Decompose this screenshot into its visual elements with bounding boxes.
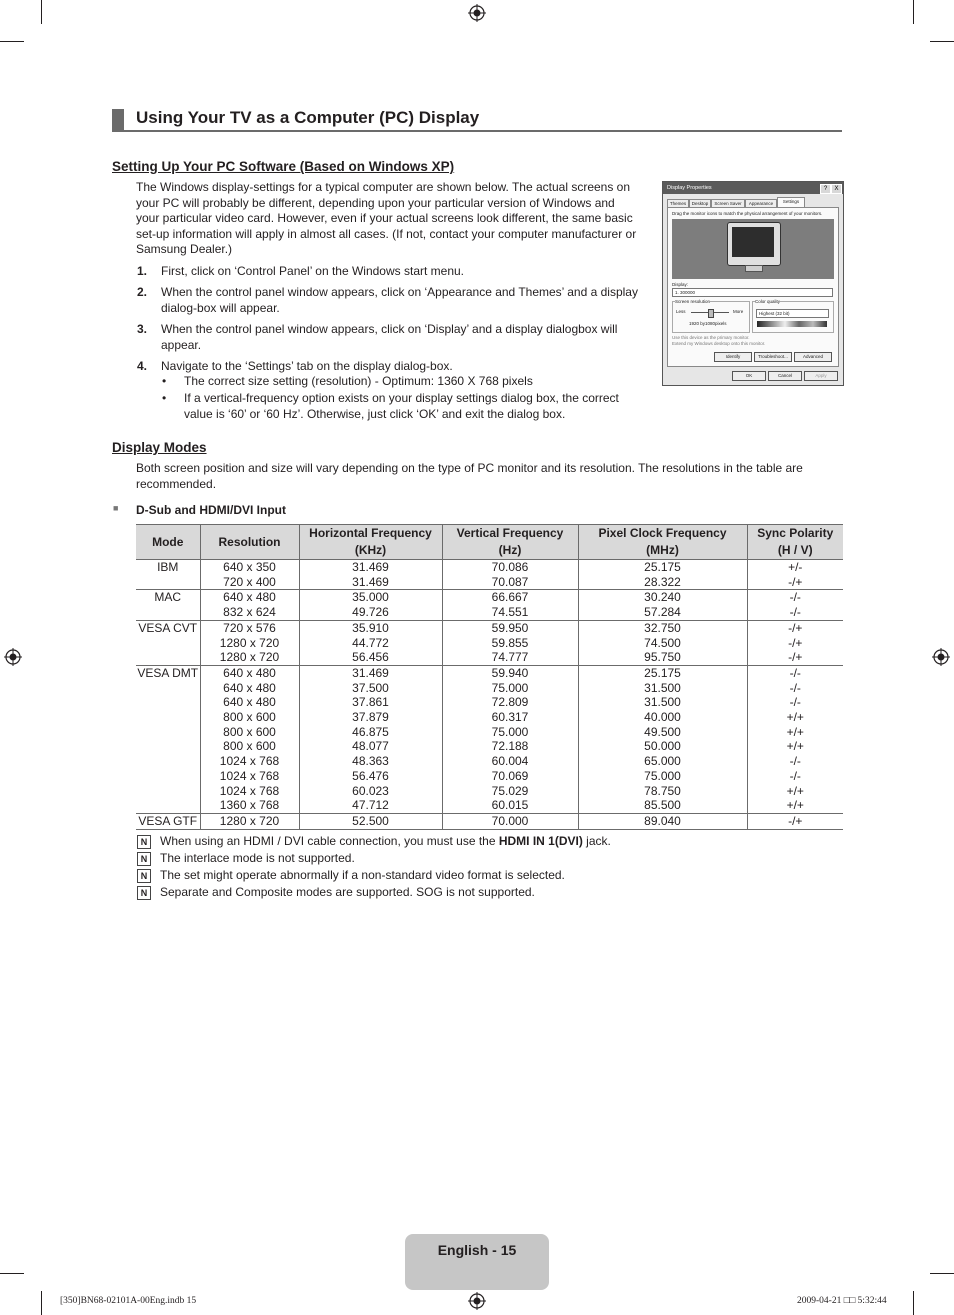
note-item	[137, 868, 737, 883]
note-icon: N	[137, 886, 151, 900]
step-item	[137, 264, 657, 280]
pixel-clock-cell	[578, 813, 747, 829]
cell-value: 1280 x 720	[219, 635, 280, 650]
intro-line: The Windows display-settings for a typical computer are shown below. The actual screens on	[136, 180, 631, 194]
step-text: Navigate to the ‘Settings’ tab on the display dialog-box.	[161, 359, 453, 373]
cell-value: 59.855	[491, 635, 529, 650]
cell-value: 1024 x 768	[219, 754, 280, 769]
cell-value: -/+	[788, 813, 803, 828]
print-info-left: [350]BN68-02101A-00Eng.indb 15	[60, 1296, 197, 1306]
title-marker	[112, 109, 124, 131]
cell-value: 800 x 600	[223, 710, 276, 725]
sync-polarity-cell	[747, 620, 843, 665]
crop-mark	[0, 1273, 24, 1274]
monitor-stand	[745, 265, 763, 272]
cell-value: 72.188	[491, 739, 529, 754]
cell-value: 640 x 480	[223, 695, 276, 710]
cancel-button: Cancel	[768, 371, 802, 381]
display-properties-screenshot	[662, 181, 844, 386]
cell-value: 50.000	[644, 739, 681, 754]
cell-value: 800 x 600	[223, 739, 276, 754]
tab-themes: Themes	[667, 199, 689, 208]
crop-mark	[0, 41, 24, 42]
cell-value: 78.750	[644, 783, 681, 798]
cell-value: 800 x 600	[223, 724, 276, 739]
bullet-symbol: •	[162, 374, 167, 388]
note-text-part: The interlace mode is not supported.	[160, 851, 355, 865]
step-item	[137, 322, 657, 354]
cell-value: 31.469	[352, 574, 389, 589]
cell-value: 35.910	[352, 620, 389, 635]
column-header-vertical-frequency	[442, 525, 578, 560]
monitor-preview	[672, 219, 834, 279]
page-title: Using Your TV as a Computer (PC) Display	[136, 108, 480, 127]
mode-cell: IBM	[136, 560, 200, 590]
cell-value: 75.000	[491, 724, 529, 739]
cell-value: 1280 x 720	[219, 813, 280, 828]
cell-value: 640 x 480	[223, 680, 276, 695]
crop-mark	[41, 1291, 42, 1315]
header-unit: (KHz)	[354, 543, 387, 557]
cell-value: 48.077	[352, 739, 389, 754]
note-text-part: The set might operate abnormally if a non-standard video format is selected.	[160, 868, 565, 882]
cell-value: -/-	[789, 605, 801, 620]
cell-value: -/-	[789, 754, 801, 769]
cell-value: 25.175	[644, 560, 681, 574]
note-text-part: Separate and Composite modes are supported. SOG is not supported.	[160, 885, 535, 899]
resolution-cell	[200, 590, 299, 620]
crop-mark	[930, 1273, 954, 1274]
header-line: Sync Polarity	[757, 526, 834, 540]
cell-value: 95.750	[644, 650, 681, 665]
cell-value: 30.240	[644, 590, 681, 605]
cell-value: 31.500	[644, 680, 681, 695]
mode-cell: VESA CVT	[136, 620, 200, 665]
step-text: First, click on ‘Control Panel’ on the Windows start menu.	[161, 264, 465, 278]
cell-value: 74.551	[491, 605, 529, 620]
vertical-frequency-cell	[442, 620, 578, 665]
cell-value: 1024 x 768	[219, 783, 280, 798]
tab-desktop: Desktop	[689, 199, 711, 208]
step-text: When the control panel window appears, click on ‘Appearance and Themes’ and a display	[161, 285, 638, 299]
display-select: 1. 300000	[672, 288, 833, 297]
step-text: When the control panel window appears, click on ‘Display’ and a display dialogbox will	[161, 322, 618, 336]
cell-value: 31.469	[352, 560, 389, 574]
sync-polarity-cell	[747, 590, 843, 620]
table-body	[136, 560, 843, 830]
display-label: Display:	[672, 282, 689, 287]
cell-value: 46.875	[352, 724, 389, 739]
color-quality-select: Highest (32 bit)	[756, 309, 829, 318]
cell-value: 56.476	[352, 768, 389, 783]
step-text-block	[161, 285, 638, 316]
step-number: 4.	[137, 359, 148, 373]
extend-desktop-checkbox: Extend my Windows desktop onto this monitor.	[672, 341, 766, 346]
cell-value: 31.500	[644, 695, 681, 710]
horizontal-frequency-cell	[299, 620, 442, 665]
sync-polarity-cell	[747, 813, 843, 829]
cell-value: -/-	[789, 695, 801, 710]
intro-line: your PC will probably be different, depending upon your particular version of Windows and	[136, 195, 615, 210]
resolution-cell	[200, 813, 299, 829]
more-label: More	[733, 309, 744, 314]
help-button: ?	[820, 184, 831, 194]
cell-value: -/+	[788, 620, 803, 635]
cell-value: 44.772	[352, 635, 389, 650]
note-text	[160, 834, 611, 849]
vertical-frequency-cell	[442, 560, 578, 590]
cell-value: +/+	[786, 724, 804, 739]
column-header-mode	[136, 525, 200, 560]
bullet-text: If a vertical-frequency option exists on your display settings dialog box, the correct	[184, 391, 619, 405]
mode-cell: VESA GTF	[136, 813, 200, 829]
header-unit: (H / V)	[777, 543, 813, 557]
cell-value: 74.777	[491, 650, 529, 665]
cell-value: -/+	[788, 650, 803, 665]
cell-value: 25.175	[644, 665, 681, 680]
cell-value: 74.500	[644, 635, 681, 650]
mode-cell: MAC	[136, 590, 200, 620]
resolution-cell	[200, 620, 299, 665]
crop-mark	[913, 0, 914, 24]
header-line: Horizontal Frequency	[309, 526, 432, 540]
cell-value: 37.879	[352, 710, 389, 725]
cell-value: 70.087	[491, 574, 529, 589]
input-label: D-Sub and HDMI/DVI Input	[136, 503, 286, 517]
registration-mark-icon	[468, 1292, 486, 1310]
vertical-frequency-cell	[442, 590, 578, 620]
ok-button: OK	[732, 371, 766, 381]
cell-value: 40.000	[644, 710, 681, 725]
cell-value: 70.000	[491, 813, 529, 828]
cell-value: -/-	[789, 590, 801, 605]
cell-value: 32.750	[644, 620, 681, 635]
cell-value: 49.726	[352, 605, 389, 620]
resolution-label: Screen resolution	[675, 299, 711, 304]
setup-heading: Setting Up Your PC Software (Based on Windows XP)	[112, 159, 455, 174]
cell-value: 72.809	[491, 695, 529, 710]
cell-value: 59.950	[491, 620, 529, 635]
note-icon: N	[137, 835, 151, 849]
cell-value: +/+	[786, 783, 804, 798]
cell-value: +/+	[786, 739, 804, 754]
resolution-group	[672, 301, 750, 333]
intro-line: Both screen position and size will vary depending on the type of PC monitor and its resolution. The resolutions in the table are	[136, 461, 803, 475]
identify-button: Identify	[714, 352, 752, 362]
horizontal-frequency-cell	[299, 560, 442, 590]
intro-line: your particular video card. However, even if your actual screens look different, the same basic	[136, 211, 633, 225]
monitor-screen	[732, 227, 774, 257]
column-header-horizontal-frequency	[299, 525, 442, 560]
header-unit: (MHz)	[646, 543, 679, 557]
resolution-slider-thumb	[708, 309, 714, 318]
cell-value: 35.000	[352, 590, 389, 605]
cell-value: 75.000	[644, 768, 681, 783]
cell-value: 52.500	[352, 813, 389, 828]
header-line: Resolution	[218, 534, 281, 549]
vertical-frequency-cell	[442, 665, 578, 813]
tab-screen-saver: Screen Saver	[711, 199, 745, 208]
resolution-cell	[200, 665, 299, 813]
cell-value: -/+	[788, 574, 803, 589]
display-modes-intro	[136, 461, 844, 492]
cell-value: 70.086	[491, 560, 529, 574]
cell-value: 70.069	[491, 768, 529, 783]
intro-line: Samsung Dealer.)	[136, 242, 233, 256]
note-item	[137, 834, 737, 849]
cell-value: 37.500	[352, 680, 389, 695]
display-modes-heading: Display Modes	[112, 440, 207, 455]
registration-mark-icon	[468, 4, 486, 22]
intro-line: set-up information will apply in almost all cases. (If not, contact your computer manufacturer or	[136, 226, 637, 241]
setup-intro	[136, 180, 656, 258]
bullet-text-block	[184, 391, 619, 422]
cell-value: 1360 x 768	[219, 798, 280, 813]
cell-value: 60.004	[491, 754, 529, 769]
cell-value: +/+	[786, 798, 804, 813]
step-text-block	[161, 322, 617, 353]
primary-monitor-checkbox: Use this device as the primary monitor.	[672, 335, 750, 340]
cell-value: 48.363	[352, 754, 389, 769]
apply-button: Apply	[804, 371, 838, 381]
step-text: appear.	[161, 337, 202, 352]
bullet-item	[162, 374, 657, 390]
dialog-title: Display Properties	[667, 185, 712, 191]
note-text-part: jack.	[582, 834, 611, 848]
step-number: 1.	[137, 264, 148, 278]
note-item	[137, 885, 737, 900]
cell-value: 720 x 576	[223, 620, 276, 635]
print-info-right: 2009-04-21 □□ 5:32:44	[797, 1296, 887, 1306]
cell-value: 60.317	[491, 710, 529, 725]
close-button: X	[831, 184, 842, 194]
crop-mark	[913, 1291, 914, 1315]
dialog-title-bar	[663, 182, 843, 194]
cell-value: 640 x 480	[223, 665, 276, 680]
table-header-row	[136, 525, 843, 560]
cell-value: 66.667	[491, 590, 529, 605]
cell-value: 640 x 480	[223, 590, 276, 605]
cell-value: +/-	[788, 560, 803, 574]
cell-value: 60.015	[491, 798, 529, 813]
note-text-emphasis: HDMI IN 1(DVI)	[498, 834, 583, 848]
cell-value: 75.000	[491, 680, 529, 695]
cell-value: 720 x 400	[223, 574, 276, 589]
vertical-frequency-cell	[442, 813, 578, 829]
header-line: Mode	[152, 534, 184, 549]
step-item	[137, 285, 657, 317]
note-text	[160, 851, 355, 866]
instruction-text: Drag the monitor icons to match the physical arrangement of your monitors.	[672, 211, 823, 216]
step-item	[137, 359, 657, 375]
pixel-clock-cell	[578, 620, 747, 665]
column-header-pixel-clock	[578, 525, 747, 560]
cell-value: 49.500	[644, 724, 681, 739]
advanced-button: Advanced	[794, 352, 832, 362]
cell-value: 1280 x 720	[219, 650, 280, 665]
cell-value: 85.500	[644, 798, 681, 813]
note-icon: N	[137, 852, 151, 866]
horizontal-frequency-cell	[299, 665, 442, 813]
color-bar	[757, 321, 827, 327]
input-marker-icon: ■	[113, 503, 119, 513]
note-text-part: When using an HDMI / DVI cable connection, you must use the	[160, 834, 499, 848]
cell-value: 56.456	[352, 650, 389, 665]
cell-value: 65.000	[644, 754, 681, 769]
cell-value: 832 x 624	[223, 605, 276, 620]
column-header-resolution	[200, 525, 299, 560]
cell-value: 31.469	[352, 665, 389, 680]
header-unit: (Hz)	[498, 543, 522, 557]
note-text	[160, 868, 565, 883]
color-quality-label: Color quality	[755, 299, 781, 304]
bullet-text: value is ‘60’ or ‘60 Hz’. Otherwise, just click ‘OK’ and exit the dialog box.	[184, 406, 566, 421]
table-row	[136, 620, 843, 665]
step-text: dialog-box will appear.	[161, 300, 280, 315]
less-label: Less	[676, 309, 686, 314]
cell-value: -/-	[789, 665, 801, 680]
cell-value: +/+	[786, 710, 804, 725]
display-modes-table	[136, 524, 843, 830]
title-rule	[112, 130, 842, 132]
pixel-clock-cell	[578, 560, 747, 590]
crop-mark	[41, 0, 42, 24]
bullet-symbol: •	[162, 391, 167, 405]
cell-value: 60.023	[352, 783, 389, 798]
cell-value: 28.322	[644, 574, 681, 589]
page-number: English - 15	[437, 1242, 517, 1258]
mode-cell: VESA DMT	[136, 665, 200, 813]
pixel-clock-cell	[578, 665, 747, 813]
cell-value: 47.712	[352, 798, 389, 813]
resolution-value: 1920 by1080pixels	[689, 321, 727, 326]
note-icon: N	[137, 869, 151, 883]
column-header-sync-polarity	[747, 525, 843, 560]
step-number: 3.	[137, 322, 148, 336]
header-line: Vertical Frequency	[456, 526, 564, 540]
troubleshoot-button: Troubleshoot...	[754, 352, 792, 362]
cell-value: -/-	[789, 680, 801, 695]
registration-mark-icon	[932, 648, 950, 666]
note-item	[137, 851, 737, 866]
resolution-cell	[200, 560, 299, 590]
header-line: Pixel Clock Frequency	[598, 526, 727, 540]
sync-polarity-cell	[747, 665, 843, 813]
table-row	[136, 560, 843, 590]
registration-mark-icon	[4, 648, 22, 666]
monitor-icon	[727, 222, 781, 266]
cell-value: 640 x 350	[223, 560, 276, 574]
crop-mark	[930, 41, 954, 42]
cell-value: -/+	[788, 635, 803, 650]
settings-panel	[667, 207, 839, 367]
horizontal-frequency-cell	[299, 813, 442, 829]
table-row	[136, 665, 843, 813]
bullet-item	[162, 391, 657, 423]
color-quality-group	[752, 301, 834, 333]
pixel-clock-cell	[578, 590, 747, 620]
tab-settings: Settings	[777, 197, 805, 208]
cell-value: 59.940	[491, 665, 529, 680]
step-number: 2.	[137, 285, 148, 299]
cell-value: 37.861	[352, 695, 389, 710]
cell-value: 75.029	[491, 783, 529, 798]
bullet-text: The correct size setting (resolution) - Optimum: 1360 X 768 pixels	[184, 374, 533, 388]
table-row	[136, 813, 843, 829]
tab-appearance: Appearance	[745, 199, 777, 208]
sync-polarity-cell	[747, 560, 843, 590]
table-row	[136, 590, 843, 620]
cell-value: -/-	[789, 768, 801, 783]
cell-value: 89.040	[644, 813, 681, 828]
intro-line: recommended.	[136, 476, 217, 491]
horizontal-frequency-cell	[299, 590, 442, 620]
note-text	[160, 885, 535, 900]
cell-value: 1024 x 768	[219, 768, 280, 783]
cell-value: 57.284	[644, 605, 681, 620]
